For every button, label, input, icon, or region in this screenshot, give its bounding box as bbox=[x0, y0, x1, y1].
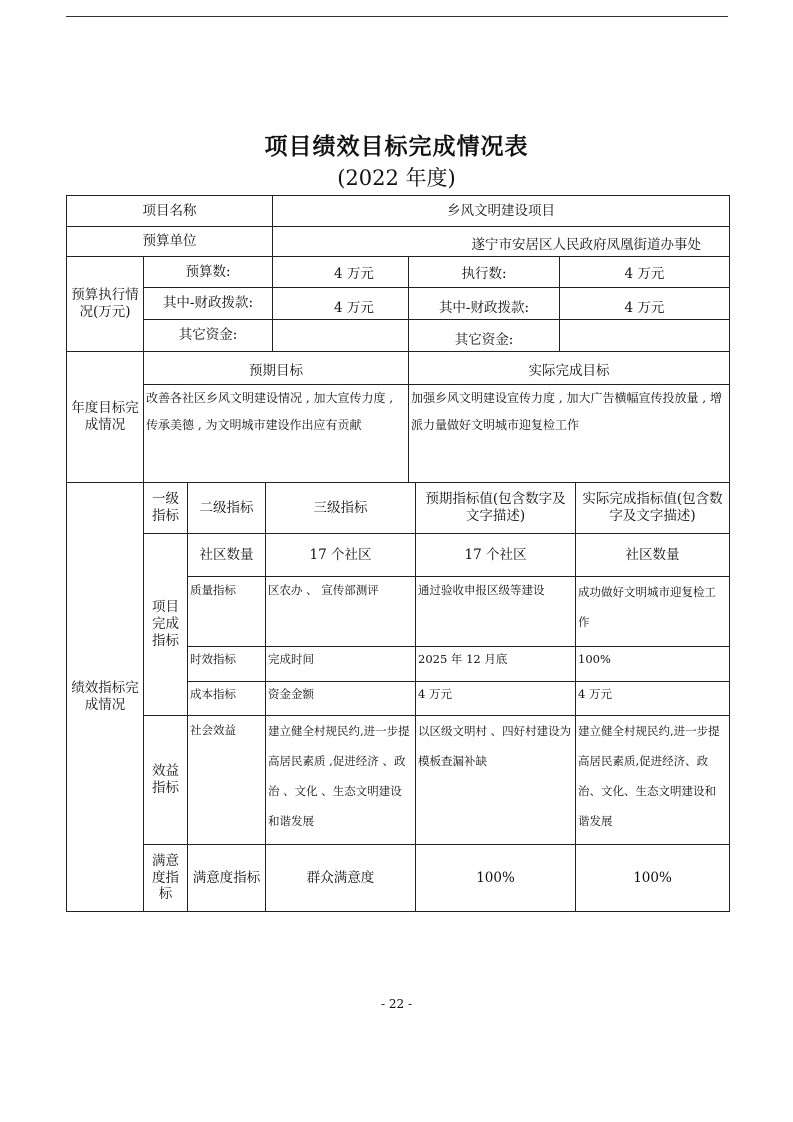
row-l3: 区农办 、 宣传部测评 bbox=[265, 576, 416, 647]
page-subtitle: (2022 年度) bbox=[337, 166, 456, 190]
row-actual: 社区数量 bbox=[575, 533, 730, 577]
other-value bbox=[272, 319, 409, 352]
page-number: - 22 - bbox=[380, 997, 412, 1011]
fiscal-label: 其中-财政拨款: bbox=[143, 287, 273, 320]
row-l3: 建立健全村规民约,进一步提高居民素质 ,促进经济 、政治 、文化 、生态文明建设和谐发展 bbox=[265, 715, 416, 845]
row-expected: 4 万元 bbox=[415, 681, 576, 716]
fiscal2-label: 其中-财政拨款: bbox=[408, 287, 560, 320]
other2-value bbox=[559, 319, 730, 352]
row-l2: 质量指标 bbox=[187, 576, 266, 647]
header-expected: 预期指标值(包含数字及文字描述) bbox=[415, 482, 576, 534]
row-actual: 成功做好文明城市迎复检工作 bbox=[575, 576, 730, 647]
row-expected: 17 个社区 bbox=[415, 533, 576, 577]
fiscal-value: 4 万元 bbox=[272, 287, 409, 320]
annual-target-label: 年度目标完成情况 bbox=[66, 351, 144, 483]
row-l3: 资金金额 bbox=[265, 681, 416, 716]
expected-target-header: 预期目标 bbox=[143, 351, 409, 385]
exec-value: 4 万元 bbox=[559, 256, 730, 288]
performance-label: 绩效指标完成情况 bbox=[66, 482, 144, 912]
row-l2: 社区数量 bbox=[187, 533, 266, 577]
row-actual: 建立健全村规民约,进一步提高居民素质,促进经济、政治、文化、生态文明建设和谐发展 bbox=[575, 715, 730, 845]
fiscal2-value: 4 万元 bbox=[559, 287, 730, 320]
group-satisfaction: 满意度指标 bbox=[143, 844, 188, 912]
row-l2: 社会效益 bbox=[187, 715, 266, 845]
page-title: 项目绩效目标完成情况表 bbox=[264, 134, 529, 160]
header-level3: 三级指标 bbox=[265, 482, 416, 534]
row-expected: 通过验收申报区级等建设 bbox=[415, 576, 576, 647]
row-actual: 100% bbox=[575, 646, 730, 682]
header-level2: 二级指标 bbox=[187, 482, 266, 534]
header-rule bbox=[66, 16, 728, 17]
row-l2: 满意度指标 bbox=[187, 844, 266, 912]
exec-label: 执行数: bbox=[408, 256, 560, 288]
row-actual: 4 万元 bbox=[575, 681, 730, 716]
project-name-value: 乡风文明建设项目 bbox=[272, 195, 730, 227]
group-output: 项目完成指标 bbox=[143, 533, 188, 716]
header-actual: 实际完成指标值(包含数字及文字描述) bbox=[575, 482, 730, 534]
budget-label: 预算数: bbox=[143, 256, 273, 288]
other2-label: 其它资金: bbox=[408, 319, 560, 352]
row-expected: 2025 年 12 月底 bbox=[415, 646, 576, 682]
header-level1: 一级指标 bbox=[143, 482, 188, 534]
actual-target-header: 实际完成目标 bbox=[408, 351, 730, 385]
other-label: 其它资金: bbox=[143, 319, 273, 352]
actual-target-text: 加强乡风文明建设宣传力度 , 加大广告横幅宣传投放量 , 增派力量做好文明城市迎复检工作 bbox=[408, 384, 730, 483]
row-actual: 100% bbox=[575, 844, 730, 912]
row-l2: 时效指标 bbox=[187, 646, 266, 682]
budget-unit-value: 遂宁市安居区人民政府凤凰街道办事处 bbox=[272, 226, 730, 257]
expected-target-text: 改善各社区乡风文明建设情况 , 加大宣传力度 , 传承美德 , 为文明城市建设作出应有贡献 bbox=[143, 384, 409, 483]
budget-unit-label: 预算单位 bbox=[66, 226, 273, 257]
performance-table bbox=[66, 195, 730, 912]
group-benefit: 效益指标 bbox=[143, 715, 188, 845]
row-l2: 成本指标 bbox=[187, 681, 266, 716]
project-name-label: 项目名称 bbox=[66, 195, 273, 227]
row-expected: 以区级文明村 、四好村建设为模板查漏补缺 bbox=[415, 715, 576, 845]
row-l3: 17 个社区 bbox=[265, 533, 416, 577]
row-l3: 群众满意度 bbox=[265, 844, 416, 912]
budget-exec-label: 预算执行情况(万元) bbox=[66, 256, 144, 352]
row-expected: 100% bbox=[415, 844, 576, 912]
row-l3: 完成时间 bbox=[265, 646, 416, 682]
budget-value: 4 万元 bbox=[272, 256, 409, 288]
